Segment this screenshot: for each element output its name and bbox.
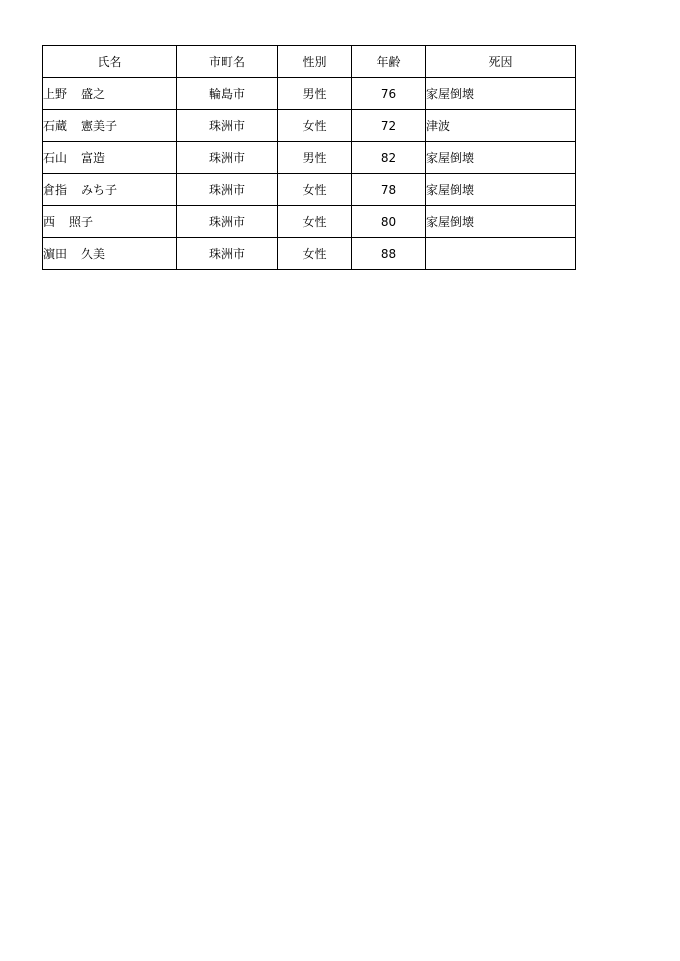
table-header-row (43, 46, 576, 78)
header-cause: 死因 (426, 46, 576, 78)
given-name: 富造 (81, 151, 106, 165)
cell-name (43, 206, 177, 238)
header-name: 氏名 (43, 46, 177, 78)
cell-age: 78 (352, 174, 426, 206)
cell-cause: 津波 (426, 110, 576, 142)
cell-age: 72 (352, 110, 426, 142)
cell-cause: 家屋倒壊 (426, 206, 576, 238)
cell-name (43, 78, 177, 110)
cell-name (43, 110, 177, 142)
table-row (43, 110, 576, 142)
header-sex: 性別 (278, 46, 352, 78)
header-city: 市町名 (177, 46, 278, 78)
given-name: 照子 (69, 215, 94, 229)
given-name: 盛之 (81, 87, 106, 101)
cell-age: 80 (352, 206, 426, 238)
cell-age: 82 (352, 142, 426, 174)
surname: 上野 (43, 87, 68, 101)
surname: 石山 (43, 151, 68, 165)
given-name: 久美 (81, 247, 106, 261)
cell-sex: 女性 (278, 238, 352, 270)
cell-sex: 男性 (278, 78, 352, 110)
cell-city: 輪島市 (177, 78, 278, 110)
cell-city: 珠洲市 (177, 110, 278, 142)
cell-city: 珠洲市 (177, 238, 278, 270)
table-row (43, 206, 576, 238)
cell-cause: 家屋倒壊 (426, 142, 576, 174)
surname: 石蔵 (43, 119, 68, 133)
cell-cause (426, 238, 576, 270)
cell-city: 珠洲市 (177, 206, 278, 238)
surname: 西 (43, 215, 56, 229)
cell-sex: 女性 (278, 206, 352, 238)
victims-table (42, 45, 576, 270)
header-age: 年齢 (352, 46, 426, 78)
cell-name (43, 174, 177, 206)
cell-sex: 男性 (278, 142, 352, 174)
cell-city: 珠洲市 (177, 174, 278, 206)
surname: 倉指 (43, 183, 68, 197)
given-name: 憲美子 (81, 119, 118, 133)
cell-age: 88 (352, 238, 426, 270)
cell-age: 76 (352, 78, 426, 110)
cell-sex: 女性 (278, 174, 352, 206)
table-row (43, 238, 576, 270)
table-row (43, 142, 576, 174)
cell-name (43, 142, 177, 174)
cell-name (43, 238, 177, 270)
table-row (43, 174, 576, 206)
surname: 濵田 (43, 247, 68, 261)
table-row (43, 78, 576, 110)
cell-city: 珠洲市 (177, 142, 278, 174)
cell-cause: 家屋倒壊 (426, 174, 576, 206)
given-name: みち子 (81, 183, 118, 197)
cell-sex: 女性 (278, 110, 352, 142)
cell-cause: 家屋倒壊 (426, 78, 576, 110)
